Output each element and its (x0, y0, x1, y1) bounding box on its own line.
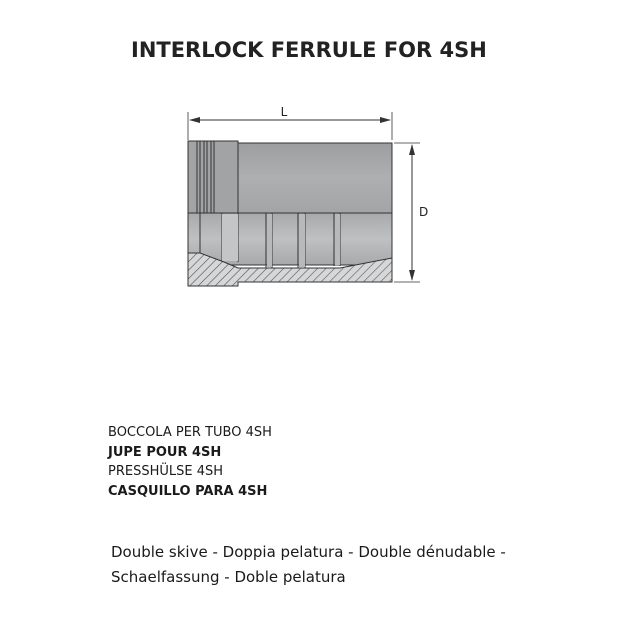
description-line-1: Double skive - Doppia pelatura - Double dénudable - (111, 543, 506, 561)
description-line-2: Schaelfassung - Doble pelatura (111, 568, 346, 586)
name-italian: BOCCOLA PER TUBO 4SH (108, 425, 272, 440)
name-german: PRESSHÜLSE 4SH (108, 464, 224, 479)
skive-description (111, 540, 506, 590)
diameter-dimension (394, 143, 428, 282)
ferrule-exterior-half (188, 141, 392, 213)
length-dimension (188, 105, 392, 140)
diameter-label: D (419, 205, 429, 219)
ferrule-section-half (188, 213, 392, 286)
length-label: L (280, 105, 288, 119)
page-title: INTERLOCK FERRULE FOR 4SH (131, 38, 487, 62)
name-spanish: CASQUILLO PARA 4SH (108, 483, 268, 499)
name-french: JUPE POUR 4SH (108, 444, 222, 460)
product-names (108, 423, 272, 501)
